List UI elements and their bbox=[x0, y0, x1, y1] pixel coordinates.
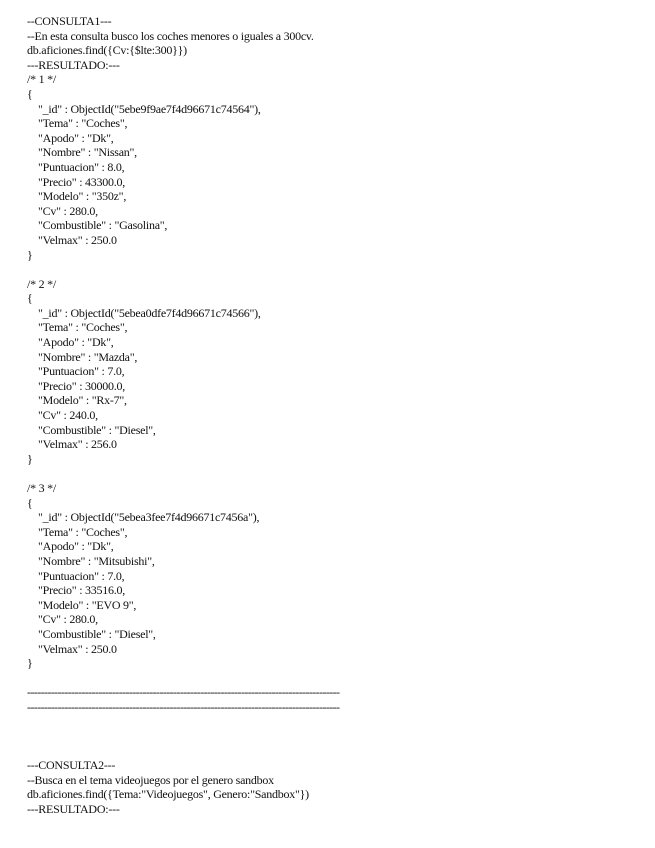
consulta2-query: db.aficiones.find({Tema:"Videojuegos", Genero:"Sandbox"}) bbox=[27, 787, 309, 802]
result-field: "Tema" : "Coches", bbox=[27, 524, 128, 539]
result-field: "Apodo" : "Dk", bbox=[27, 335, 114, 350]
result-close-brace: } bbox=[27, 451, 33, 466]
consulta2-header: ---CONSULTA2--- bbox=[27, 758, 116, 773]
result-field: "Velmax" : 256.0 bbox=[27, 437, 117, 452]
result-field: "Nombre" : "Mazda", bbox=[27, 349, 138, 364]
spacer bbox=[27, 466, 637, 481]
result-field: "Puntuacion" : 8.0, bbox=[27, 159, 125, 174]
result-field: "Apodo" : "Dk", bbox=[27, 539, 114, 554]
result-field: "Cv" : 240.0, bbox=[27, 408, 98, 423]
result-field: "_id" : ObjectId("5ebea3fee7f4d96671c7456a"), bbox=[27, 510, 260, 525]
result-field: "_id" : ObjectId("5ebea0dfe7f4d96671c74566"), bbox=[27, 305, 261, 320]
consulta1-query: db.aficiones.find({Cv:{$lte:300}}) bbox=[27, 43, 187, 58]
result-field: "Modelo" : "350z", bbox=[27, 189, 127, 204]
spacer bbox=[27, 262, 637, 277]
result-field: "Precio" : 30000.0, bbox=[27, 378, 126, 393]
results-block bbox=[27, 72, 637, 670]
result-field: "Puntuacion" : 7.0, bbox=[27, 364, 125, 379]
result-document bbox=[27, 481, 637, 671]
consulta2-description: --Busca en el tema videojuegos por el genero sandbox bbox=[27, 772, 274, 787]
result-field: "Precio" : 33516.0, bbox=[27, 583, 126, 598]
result-field: "Modelo" : "Rx-7", bbox=[27, 393, 127, 408]
result-field: "Nombre" : "Nissan", bbox=[27, 145, 137, 160]
result-field: "Combustible" : "Diesel", bbox=[27, 422, 156, 437]
result-field: "Velmax" : 250.0 bbox=[27, 641, 117, 656]
result-open-brace: { bbox=[27, 291, 33, 306]
result-close-brace: } bbox=[27, 247, 33, 262]
result-field: "Apodo" : "Dk", bbox=[27, 130, 114, 145]
document-page bbox=[27, 14, 637, 817]
result-open-brace: { bbox=[27, 495, 33, 510]
result-field: "Combustible" : "Gasolina", bbox=[27, 218, 168, 233]
result-document bbox=[27, 277, 637, 481]
result-open-brace: { bbox=[27, 86, 33, 101]
result-comment: /* 3 */ bbox=[27, 481, 56, 495]
spacer bbox=[27, 715, 637, 744]
result-field: "Puntuacion" : 7.0, bbox=[27, 568, 125, 583]
result-field: "Modelo" : "EVO 9", bbox=[27, 597, 137, 612]
result-comment: /* 1 */ bbox=[27, 72, 56, 87]
separator-line: -------------------------------------------------------------------------------------------- bbox=[27, 699, 340, 714]
result-field: "Combustible" : "Diesel", bbox=[27, 626, 156, 641]
result-field: "Nombre" : "Mitsubishi", bbox=[27, 553, 155, 568]
result-field: "Cv" : 280.0, bbox=[27, 612, 98, 627]
consulta1-header: --CONSULTA1--- bbox=[27, 14, 112, 28]
result-comment: /* 2 */ bbox=[27, 276, 56, 291]
consulta1-result-label: ---RESULTADO:--- bbox=[27, 57, 120, 72]
consulta2-result-label: ---RESULTADO:--- bbox=[27, 802, 120, 817]
consulta1-description: --En esta consulta busco los coches menores o iguales a 300cv. bbox=[27, 28, 314, 43]
result-field: "Precio" : 43300.0, bbox=[27, 174, 126, 189]
result-field: "Velmax" : 250.0 bbox=[27, 232, 117, 247]
result-field: "Cv" : 280.0, bbox=[27, 203, 98, 218]
separator-line: -------------------------------------------------------------------------------------------- bbox=[27, 685, 340, 700]
result-field: "Tema" : "Coches", bbox=[27, 116, 128, 131]
spacer bbox=[27, 671, 637, 686]
result-close-brace: } bbox=[27, 656, 33, 671]
spacer bbox=[27, 744, 637, 759]
result-field: "Tema" : "Coches", bbox=[27, 320, 128, 335]
result-document bbox=[27, 72, 637, 276]
result-field: "_id" : ObjectId("5ebe9f9ae7f4d96671c74564"), bbox=[27, 101, 261, 116]
